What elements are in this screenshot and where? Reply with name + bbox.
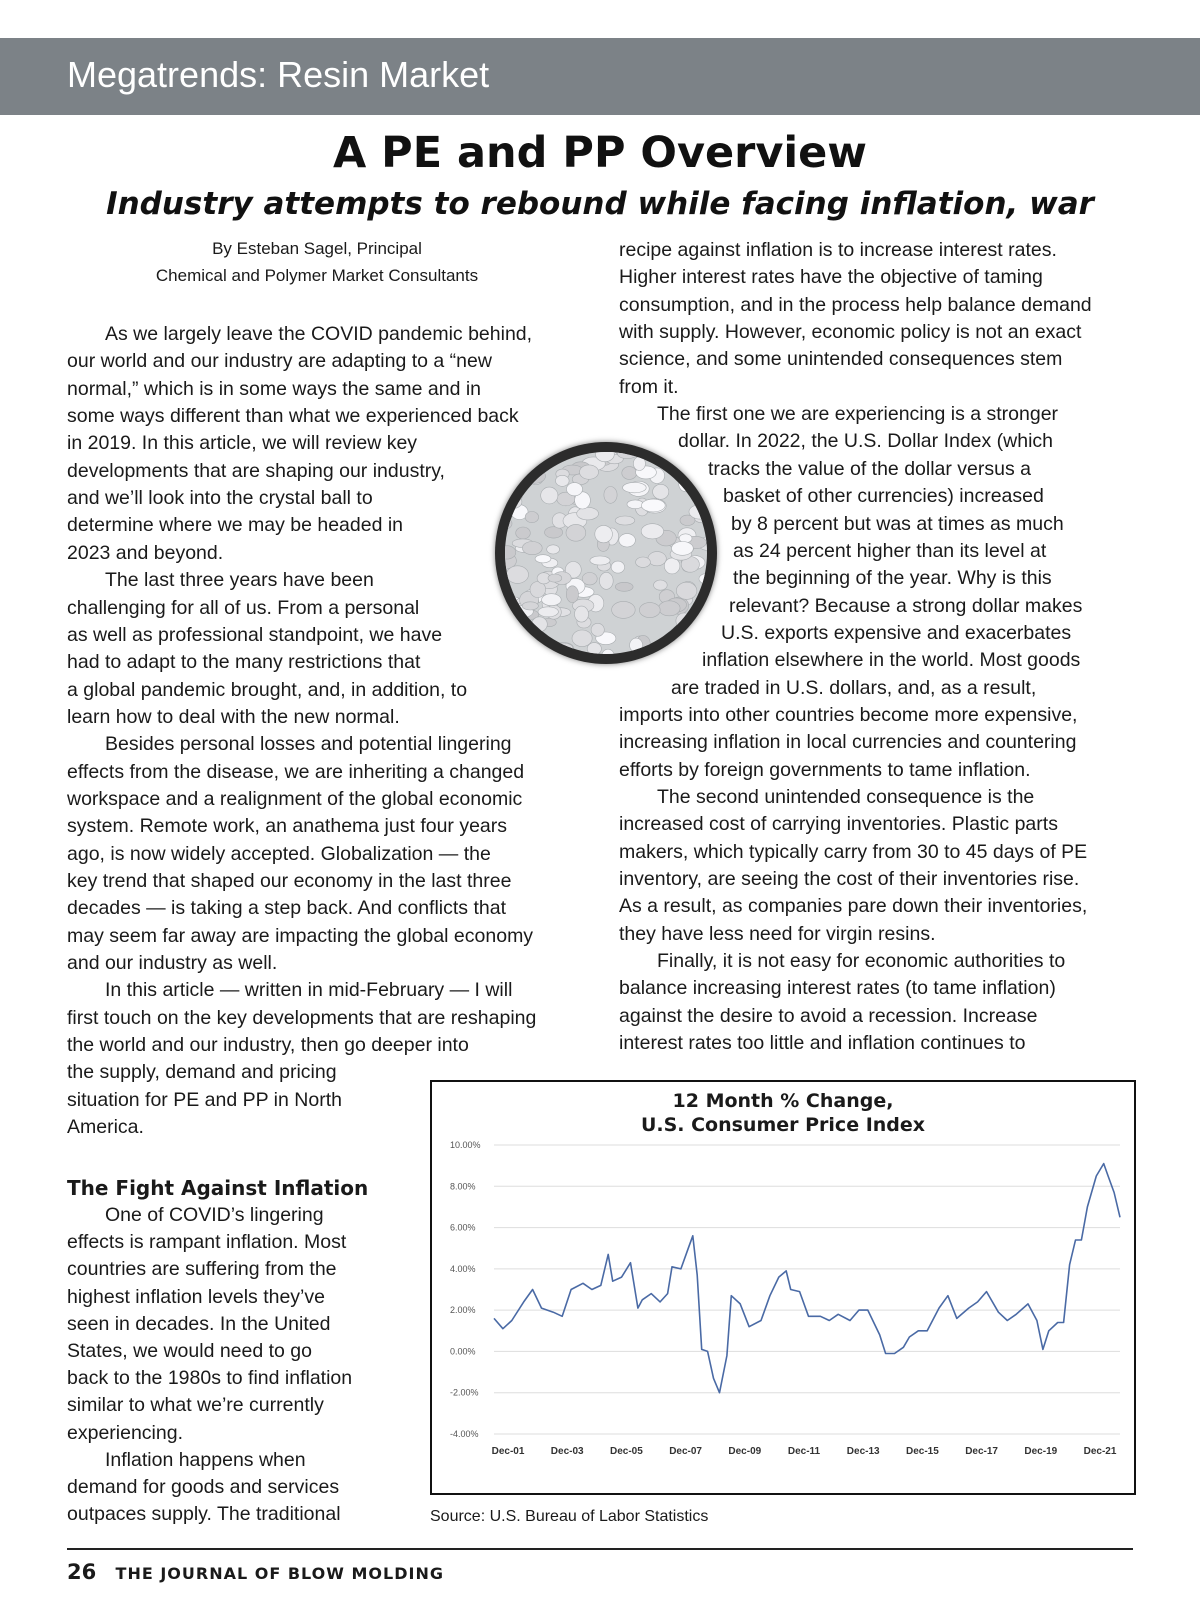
body-text-line: situation for PE and PP in North bbox=[67, 1088, 342, 1111]
resin-pellet bbox=[641, 524, 663, 539]
x-tick-label: Dec-11 bbox=[787, 1446, 821, 1457]
resin-pellet bbox=[623, 482, 647, 492]
x-tick-label: Dec-09 bbox=[728, 1446, 762, 1457]
body-text-line: efforts by foreign governments to tame inflation. bbox=[619, 758, 1031, 781]
x-tick-label: Dec-03 bbox=[550, 1446, 584, 1457]
resin-pellet bbox=[590, 556, 610, 565]
resin-pellet bbox=[676, 582, 697, 599]
resin-pellet bbox=[636, 557, 651, 567]
body-text-line: demand for goods and services bbox=[67, 1476, 340, 1498]
body-text-line: some ways different than what we experienced back bbox=[67, 405, 519, 428]
body-text-line: learn how to deal with the new normal. bbox=[67, 705, 400, 728]
page-number: 26 bbox=[67, 1560, 97, 1584]
body-text-line: recipe against inflation is to increase interest rates. bbox=[619, 239, 1057, 261]
y-tick-label: 4.00% bbox=[450, 1263, 476, 1274]
chart-title-line-2: U.S. Consumer Price Index bbox=[640, 1114, 926, 1136]
body-text-line: Besides personal losses and potential lingering bbox=[105, 733, 512, 756]
body-text-line: As we largely leave the COVID pandemic behind, bbox=[105, 323, 533, 345]
resin-pellet bbox=[659, 601, 681, 616]
resin-pellet bbox=[642, 452, 657, 455]
body-text-line: outpaces supply. The traditional bbox=[67, 1503, 341, 1526]
body-text-line: the supply, demand and pricing bbox=[67, 1061, 337, 1084]
resin-pellet bbox=[526, 452, 545, 453]
body-text-line: consumption, and in the process help balance demand bbox=[619, 293, 1092, 316]
cpi-chart bbox=[430, 1080, 1136, 1495]
x-tick-label: Dec-17 bbox=[965, 1446, 999, 1457]
resin-pellet bbox=[556, 475, 570, 486]
resin-pellet bbox=[622, 467, 637, 480]
body-text-line: States, we would need to go bbox=[67, 1340, 312, 1362]
x-tick-label: Dec-21 bbox=[1083, 1446, 1117, 1457]
body-text-line: against the desire to avoid a recession. Increase bbox=[619, 1004, 1038, 1027]
body-text-line: In this article — written in mid-February — I will bbox=[105, 979, 513, 1002]
body-text-line: makers, which typically carry from 30 to 45 days of PE bbox=[619, 840, 1088, 863]
resin-pellet bbox=[630, 638, 643, 652]
chart-title-line-1: 12 Month % Change, bbox=[672, 1090, 894, 1112]
x-tick-label: Dec-01 bbox=[491, 1446, 525, 1457]
resin-pellet bbox=[505, 469, 512, 482]
body-text-line: normal,” which is in some ways the same and in bbox=[67, 377, 482, 400]
section-heading: The Fight Against Inflation bbox=[67, 1176, 369, 1200]
resin-pellet bbox=[572, 630, 592, 647]
body-text-line: determine where we may be headed in bbox=[67, 514, 404, 537]
resin-pellet bbox=[591, 623, 604, 636]
resin-pellet bbox=[577, 507, 599, 520]
resin-pellet bbox=[511, 469, 528, 486]
resin-pellet bbox=[516, 452, 537, 455]
body-text-line: increased cost of carrying inventories. Plastic parts bbox=[619, 813, 1058, 836]
resin-pellet bbox=[701, 496, 707, 512]
resin-pellet bbox=[515, 468, 527, 483]
x-tick-label: Dec-05 bbox=[609, 1446, 643, 1457]
resin-pellet bbox=[619, 534, 636, 547]
body-text-line: challenging for all of us. From a personal bbox=[67, 596, 420, 619]
y-tick-label: -4.00% bbox=[450, 1429, 479, 1439]
resin-pellet bbox=[691, 612, 707, 621]
body-text-line: science, and some unintended consequences stem bbox=[619, 348, 1063, 371]
resin-pellet bbox=[566, 586, 578, 603]
footer-rule bbox=[67, 1548, 1133, 1550]
resin-pellet bbox=[542, 594, 562, 606]
body-text-line: developments that are shaping our industry, bbox=[67, 459, 445, 482]
body-text-line: may seem far away are impacting the global economy bbox=[67, 924, 534, 947]
resin-pellet bbox=[654, 580, 668, 590]
y-tick-label: 2.00% bbox=[450, 1305, 476, 1316]
resin-pellet bbox=[509, 488, 523, 501]
resin-pellet bbox=[693, 635, 707, 650]
article-subtitle: Industry attempts to rebound while facing inflation, war bbox=[106, 186, 1094, 222]
resin-pellet bbox=[532, 617, 548, 632]
body-text-line: seen in decades. In the United bbox=[67, 1312, 331, 1335]
body-text-line: America. bbox=[67, 1116, 144, 1139]
resin-pellet bbox=[653, 484, 669, 499]
resin-pellet bbox=[679, 475, 691, 491]
resin-pellet bbox=[641, 499, 665, 512]
resin-pellet bbox=[689, 505, 707, 520]
resin-pellet bbox=[548, 574, 562, 582]
resin-pellet bbox=[627, 500, 643, 509]
section-banner-title: Megatrends: Resin Market bbox=[67, 54, 490, 95]
body-text-line: and we’ll look into the crystal ball to bbox=[67, 487, 373, 510]
resin-pellet bbox=[547, 545, 560, 554]
body-text-line: from it. bbox=[619, 375, 679, 398]
cpi-chart-plot bbox=[432, 1082, 1134, 1493]
body-text-line: The first one we are experiencing is a stronger bbox=[657, 403, 1059, 426]
resin-pellet bbox=[676, 613, 693, 629]
x-tick-label: Dec-07 bbox=[669, 1446, 703, 1457]
cpi-series-line bbox=[494, 1164, 1120, 1393]
resin-pellet bbox=[660, 650, 673, 654]
x-tick-label: Dec-15 bbox=[905, 1446, 939, 1457]
resin-pellet bbox=[522, 602, 538, 610]
resin-pellet bbox=[664, 558, 680, 574]
resin-pellet bbox=[526, 452, 549, 467]
resin-pellet bbox=[633, 457, 645, 471]
resin-pellet bbox=[615, 516, 635, 525]
body-text-line: imports into other countries become more expensive, bbox=[619, 703, 1078, 726]
y-tick-label: -2.00% bbox=[450, 1387, 479, 1398]
body-text-line: the world and our industry, then go deeper into bbox=[67, 1034, 469, 1057]
resin-pellet bbox=[511, 457, 525, 468]
body-text-line: The last three years have been bbox=[105, 569, 374, 592]
body-text-line: decades — is taking a step back. And conflicts that bbox=[67, 897, 506, 920]
body-text-line: inflation elsewhere in the world. Most goods bbox=[702, 649, 1081, 672]
resin-pellet bbox=[575, 606, 589, 622]
magazine-name: THE JOURNAL OF BLOW MOLDING bbox=[115, 1564, 444, 1583]
resin-pellet bbox=[505, 495, 522, 508]
body-text-line: a global pandemic brought, and, in addition, to bbox=[67, 678, 468, 701]
body-text-line: countries are suffering from the bbox=[67, 1258, 337, 1281]
body-text-line: effects from the disease, we are inheriting a changed bbox=[67, 760, 525, 783]
body-text-line: as well as professional standpoint, we have bbox=[67, 623, 443, 646]
resin-pellet bbox=[522, 542, 542, 555]
body-text-line: 2023 and beyond. bbox=[67, 541, 224, 564]
resin-pellet bbox=[595, 525, 613, 542]
resin-pellet bbox=[632, 452, 644, 455]
body-text-line: Higher interest rates have the objective of taming bbox=[619, 266, 1043, 289]
body-text-line: As a result, as companies pare down their inventories, bbox=[619, 895, 1088, 918]
body-text-line: ago, is now widely accepted. Globalization — the bbox=[67, 842, 491, 865]
resin-pellet bbox=[612, 601, 636, 618]
body-text-line: Inflation happens when bbox=[105, 1448, 306, 1471]
resin-pellet bbox=[505, 604, 520, 614]
resin-pellet bbox=[567, 483, 583, 496]
resin-pellet bbox=[525, 462, 544, 473]
body-text-line: and our industry as well. bbox=[67, 952, 278, 975]
resin-pellet bbox=[511, 452, 528, 465]
chart-source: Source: U.S. Bureau of Labor Statistics bbox=[430, 1508, 709, 1525]
resin-pellet bbox=[541, 487, 558, 504]
body-text-line: interest rates too little and inflation continues to bbox=[619, 1032, 1026, 1055]
resin-pellet bbox=[505, 506, 509, 522]
resin-pellet bbox=[535, 555, 551, 563]
body-text-line: by 8 percent but was at times as much bbox=[731, 512, 1064, 535]
body-text-line: first touch on the key developments that are reshaping bbox=[67, 1006, 537, 1029]
body-text-line: in 2019. In this article, we will review key bbox=[67, 432, 418, 455]
page-footer bbox=[67, 1560, 444, 1584]
resin-pellet bbox=[566, 524, 586, 541]
body-text-line: the beginning of the year. Why is this bbox=[733, 567, 1052, 590]
resin-pellet bbox=[692, 611, 707, 621]
resin-pellet bbox=[552, 452, 569, 456]
x-tick-label: Dec-19 bbox=[1024, 1446, 1058, 1457]
body-text-line: basket of other currencies) increased bbox=[723, 485, 1044, 508]
body-text-line: increasing inflation in local currencies and countering bbox=[619, 731, 1077, 754]
body-text-line: balance increasing interest rates (to tame inflation) bbox=[619, 977, 1056, 1000]
y-tick-label: 6.00% bbox=[450, 1222, 476, 1233]
body-text-line: had to adapt to the many restrictions that bbox=[67, 651, 421, 674]
body-text-line: workspace and a realignment of the global economic bbox=[67, 787, 523, 810]
resin-pellet bbox=[669, 627, 691, 643]
byline-organization: Chemical and Polymer Market Consultants bbox=[155, 266, 479, 285]
byline-author: By Esteban Sagel, Principal bbox=[212, 239, 422, 258]
resin-pellet bbox=[524, 469, 546, 484]
body-text-line: Finally, it is not easy for economic authorities to bbox=[657, 950, 1066, 973]
body-text-line: back to the 1980s to find inflation bbox=[67, 1367, 353, 1390]
y-tick-label: 10.00% bbox=[450, 1140, 481, 1150]
body-text-line: system. Remote work, an anathema just four years bbox=[67, 815, 508, 838]
y-tick-label: 8.00% bbox=[450, 1181, 476, 1192]
body-text-line: highest inflation levels they’ve bbox=[67, 1285, 325, 1308]
body-text-line: U.S. exports expensive and exacerbates bbox=[721, 621, 1072, 644]
resin-pellet bbox=[615, 582, 633, 591]
resin-pellet bbox=[686, 452, 707, 464]
resin-pellet bbox=[699, 574, 707, 584]
resin-pellet bbox=[611, 561, 624, 573]
body-text-line: dollar. In 2022, the U.S. Dollar Index (which bbox=[678, 430, 1054, 453]
resin-pellet bbox=[672, 542, 694, 556]
resin-pellet bbox=[648, 552, 666, 566]
body-text-line: key trend that shaped our economy in the last three bbox=[67, 870, 512, 892]
resin-pellet bbox=[552, 643, 573, 652]
resin-pellets-illustration bbox=[505, 452, 707, 654]
resin-pellet bbox=[639, 603, 660, 618]
body-text-line: relevant? Because a strong dollar makes bbox=[729, 594, 1083, 617]
resin-pellet bbox=[549, 645, 566, 654]
body-text-line: inventory, are seeing the cost of their inventories rise. bbox=[619, 868, 1080, 891]
body-text-line: with supply. However, economic policy is not an exact bbox=[619, 321, 1082, 344]
x-tick-label: Dec-13 bbox=[846, 1446, 880, 1457]
body-text-line: experiencing. bbox=[67, 1421, 183, 1444]
resin-pellet bbox=[525, 644, 538, 654]
resin-pellet bbox=[580, 465, 599, 479]
section-banner bbox=[0, 38, 1200, 115]
resin-pellet bbox=[602, 649, 614, 654]
resin-pellet bbox=[599, 572, 613, 589]
body-text-line: effects is rampant inflation. Most bbox=[67, 1231, 347, 1254]
resin-pellet bbox=[538, 607, 558, 617]
resin-pellet bbox=[505, 517, 512, 529]
body-text-line: One of COVID’s lingering bbox=[105, 1204, 324, 1226]
resin-pellet bbox=[683, 465, 704, 480]
body-text-line: The second unintended consequence is the bbox=[657, 786, 1035, 808]
resin-pellet bbox=[516, 527, 531, 539]
resin-pellet bbox=[582, 573, 597, 585]
body-text-line: as 24 percent higher than its level at bbox=[733, 539, 1047, 562]
y-tick-label: 0.00% bbox=[450, 1346, 476, 1357]
resin-pellet bbox=[687, 477, 701, 490]
resin-pellet bbox=[691, 462, 707, 471]
article-title: A PE and PP Overview bbox=[332, 128, 868, 178]
resin-pellet bbox=[604, 487, 617, 504]
resin-pellet bbox=[525, 512, 538, 523]
resin-pellets-image bbox=[495, 442, 717, 664]
resin-pellet bbox=[507, 566, 529, 584]
body-text-line: our world and our industry are adapting to a “new bbox=[67, 350, 492, 373]
body-text-line: are traded in U.S. dollars, and, as a result, bbox=[671, 676, 1037, 699]
body-text-line: similar to what we’re currently bbox=[67, 1394, 324, 1417]
body-text-line: they have less need for virgin resins. bbox=[619, 922, 936, 945]
body-text-line: tracks the value of the dollar versus a bbox=[708, 457, 1031, 480]
